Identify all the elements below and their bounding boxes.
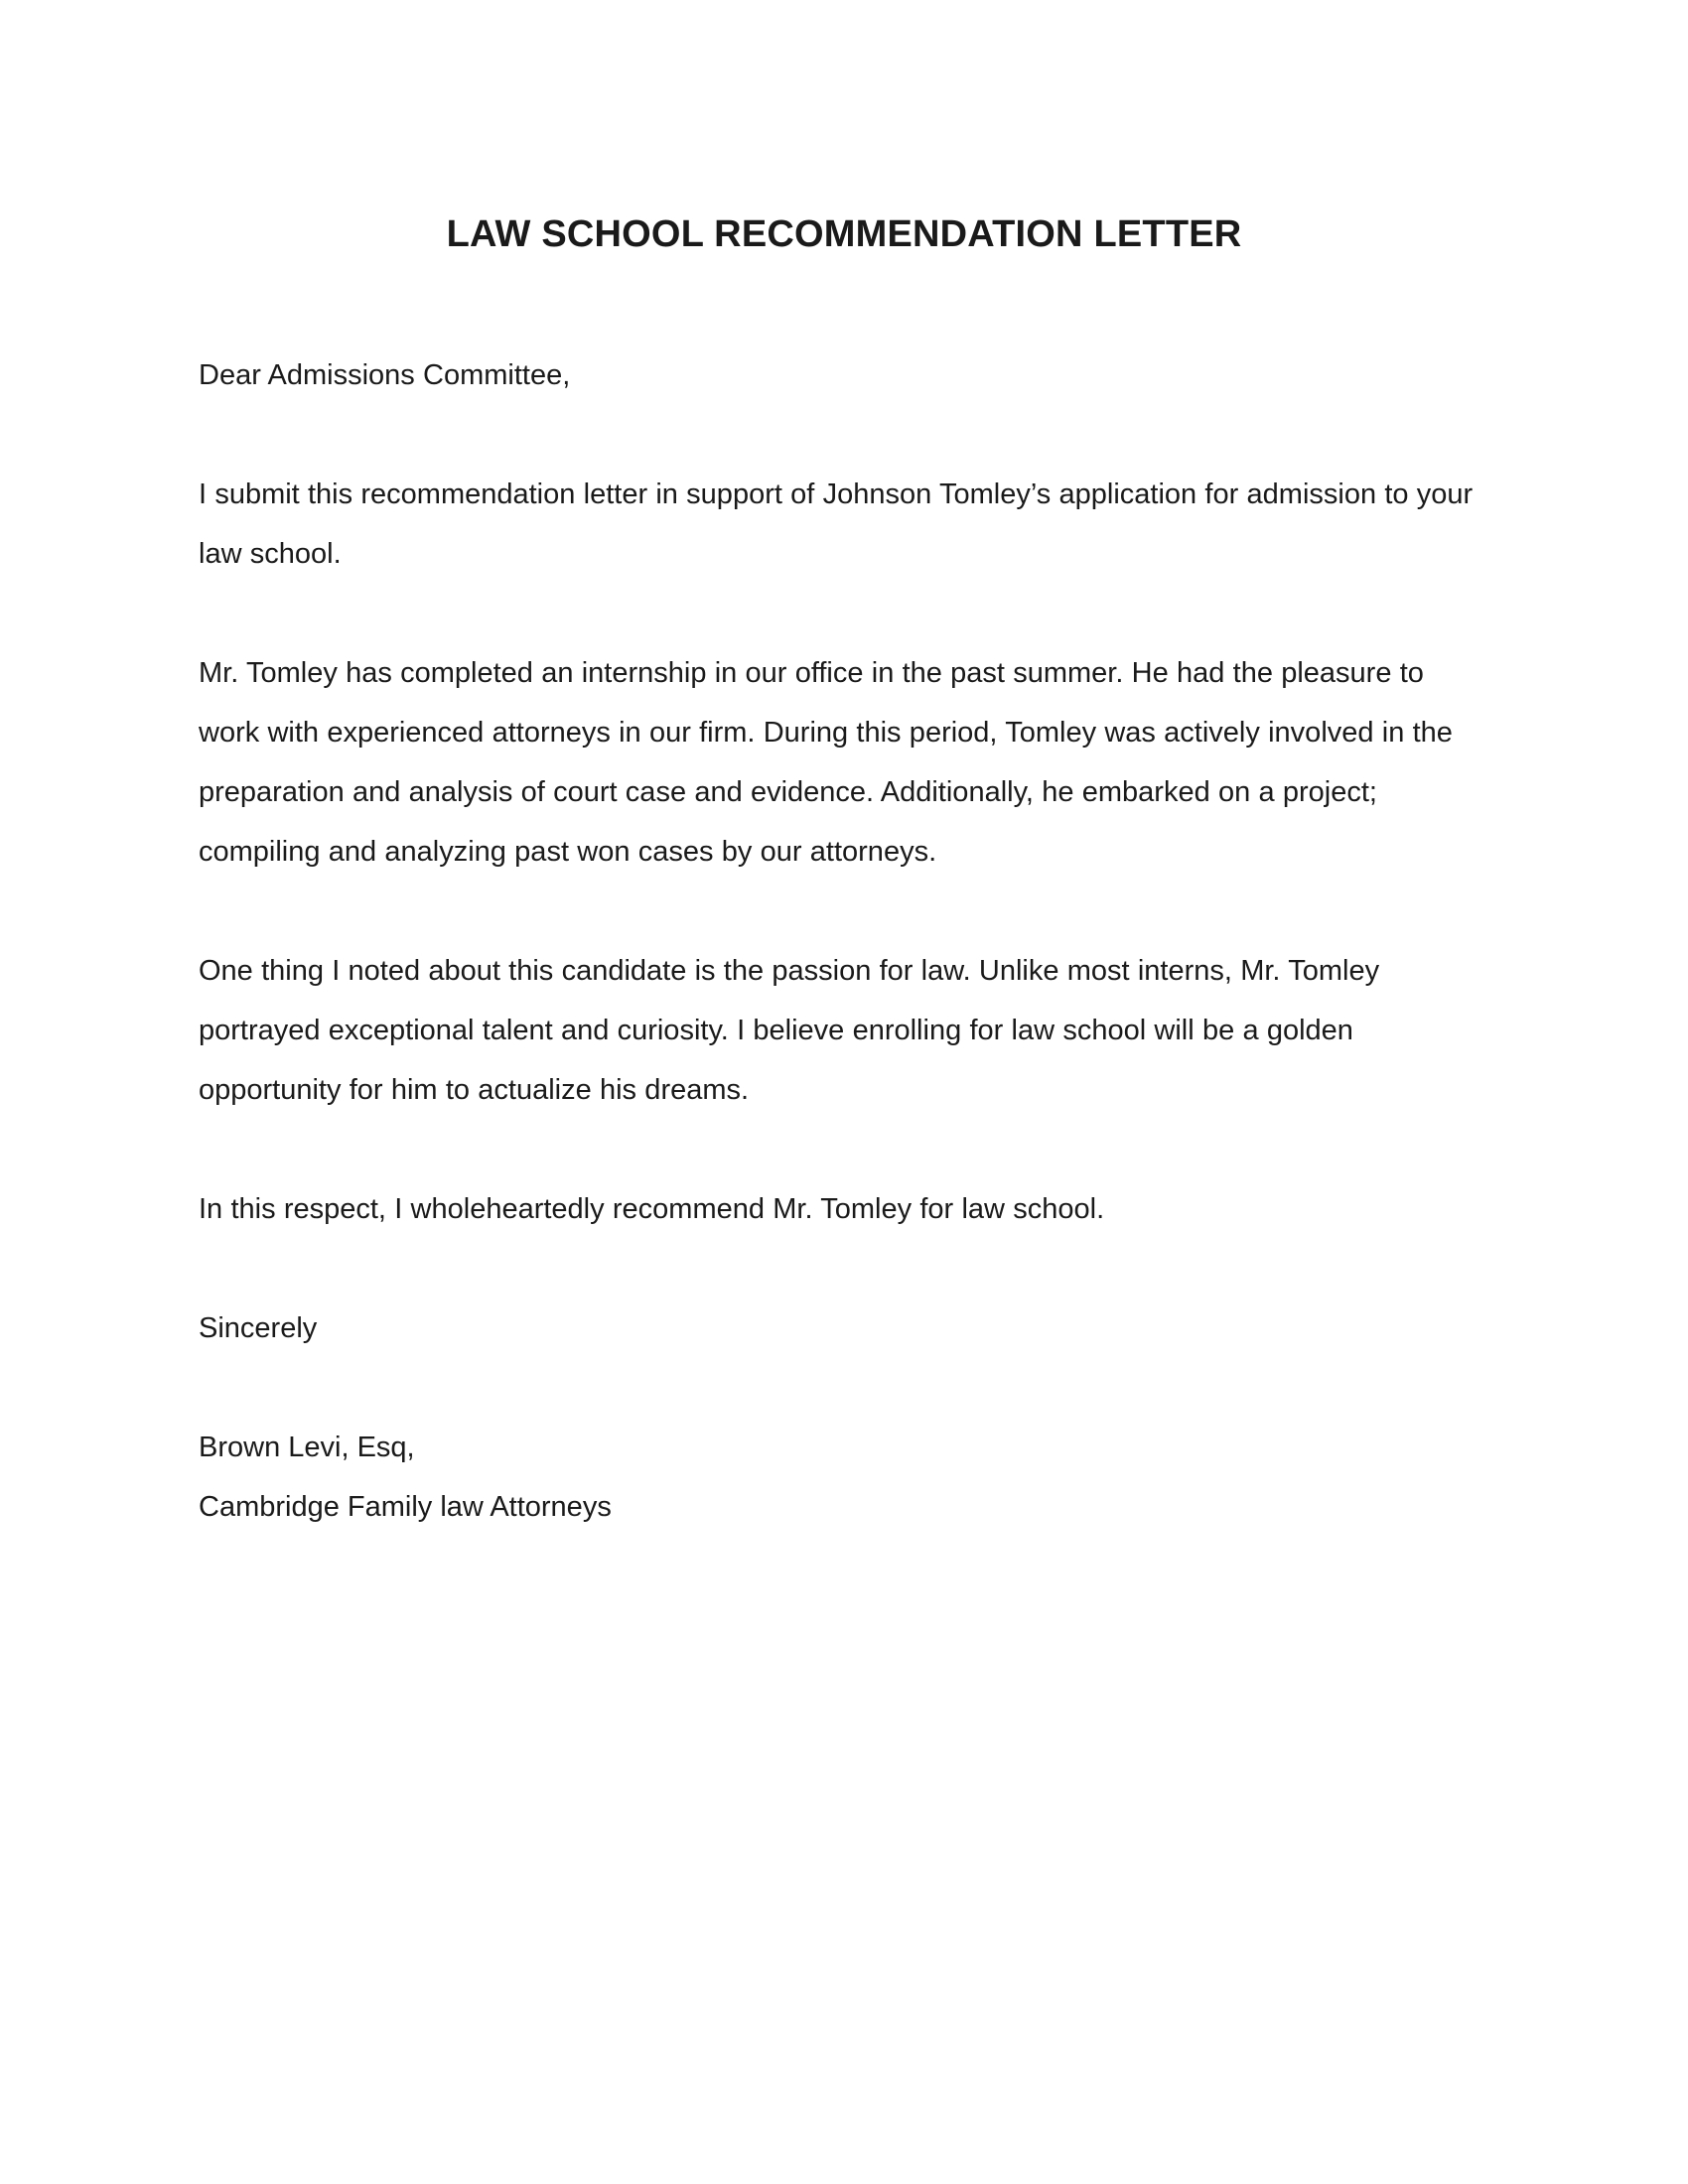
signer-name: Brown Levi, Esq, — [199, 1432, 415, 1463]
body-paragraph-2: Mr. Tomley has completed an internship in our office in the past summer. He had the pleasure to work with experienced attorneys in our firm. During this period, Tomley was actively involved in the preparation and analysis of court case and evidence. Additionally, he embarked on a project; compiling and analyzing past won cases by our attorneys. — [199, 657, 1453, 868]
salutation: Dear Admissions Committee, — [199, 359, 571, 391]
signer-organization: Cambridge Family law Attorneys — [199, 1491, 612, 1523]
signature-block — [199, 1418, 1477, 1537]
page-title: LAW SCHOOL RECOMMENDATION LETTER — [446, 213, 1242, 256]
body-paragraph-1: I submit this recommendation letter in support of Johnson Tomley’s application for admission to your law school. — [199, 478, 1474, 570]
closing-salutation: Sincerely — [199, 1312, 318, 1344]
body-paragraph-4: In this respect, I wholeheartedly recommend Mr. Tomley for law school. — [199, 1193, 1105, 1225]
body-paragraph-3: One thing I noted about this candidate is the passion for law. Unlike most interns, Mr. Tomley portrayed exceptional talent and curiosity. I believe enrolling for law school will be a golden opportunity for him to actualize his dreams. — [199, 955, 1380, 1106]
letter-body — [199, 345, 1477, 1537]
